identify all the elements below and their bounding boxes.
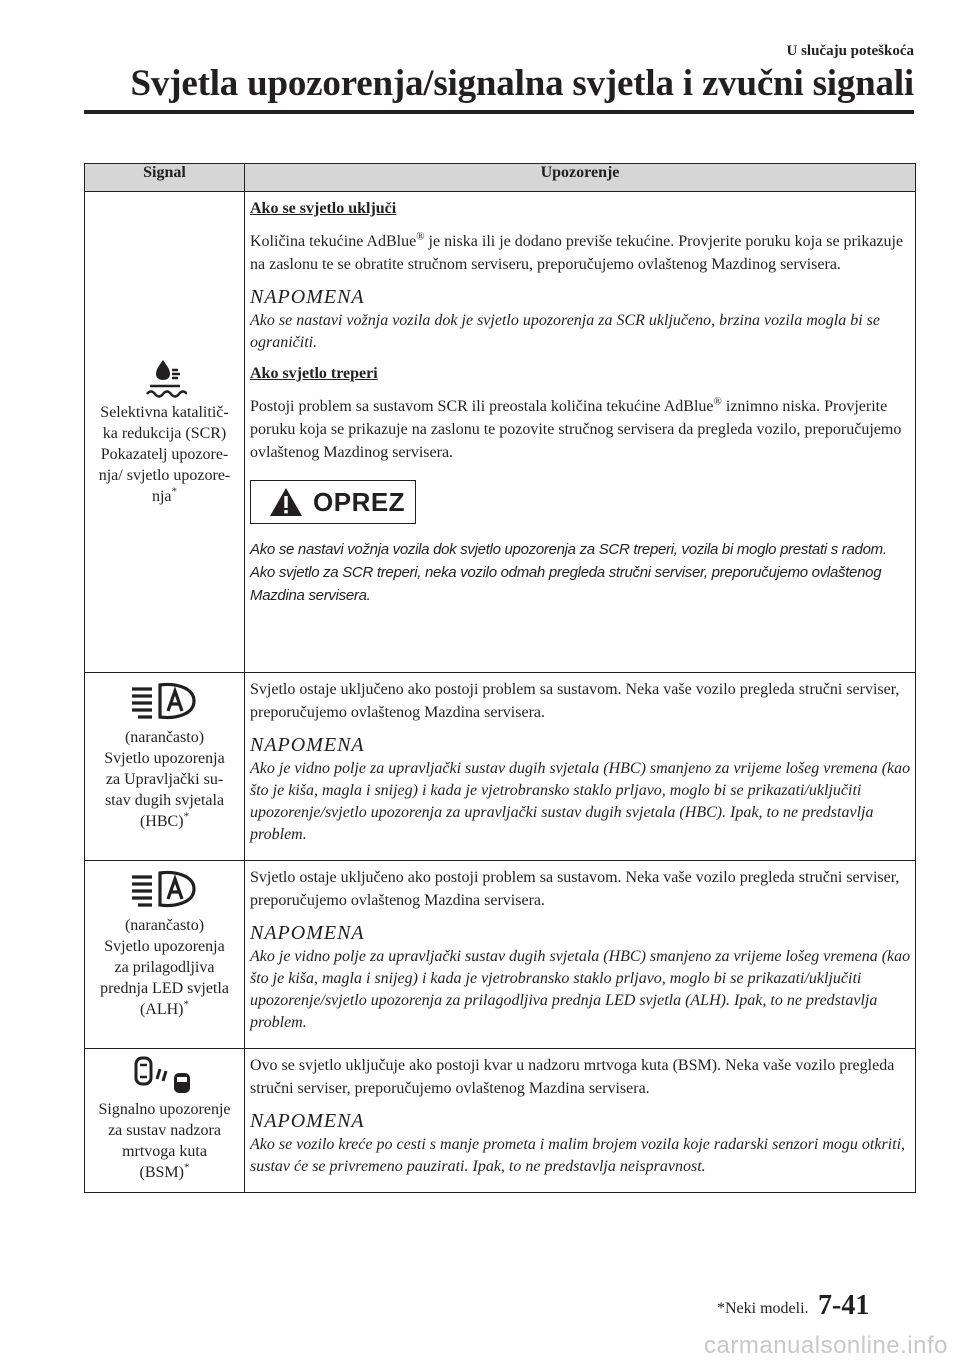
signal-line: za prilagodljiva xyxy=(114,959,215,976)
title-divider xyxy=(84,110,914,114)
caution-box xyxy=(250,480,416,524)
signal-cell xyxy=(85,861,245,1049)
adaptive-led-headlight-icon xyxy=(130,867,200,911)
signal-line: (BSM)* xyxy=(139,1161,190,1181)
caution-label: OPREZ xyxy=(313,486,406,517)
table-header-row xyxy=(85,164,916,192)
warning-cell xyxy=(245,861,916,1049)
note-text: Ako je vidno polje za upravljački sustav dugih svjetala (HBC) smanjeno za vrijeme lošeg vremena (kao što je kiša, magla i snijeg) i kada je vjetrobransko staklo prljavo, moglo bi se prikazati/uključiti upozorenje/svjetlo upozorenja za upravljački sustav dugih svjetala (HBC). Ipak, to ne predstavlja problem. xyxy=(250,760,911,843)
signal-cell xyxy=(85,192,245,673)
body-text: Postoji problem sa sustavom SCR ili preostala količina tekućine AdBlue® iznimno niska. Provjerite poruku koja se prikazuje na zaslonu te pozovite stručnog servisera da pregleda vozilo, preporučujemo ovlaštenog Mazdinog servisera. xyxy=(250,395,902,461)
body-text: Količina tekućine AdBlue® je niska ili je dodano previše tekućine. Provjerite poruku koja se prikazuje na zaslonu te se obratite stručnom serviseru, preporučujemo ovlaštenog Mazdinog servisera. xyxy=(250,230,904,273)
signal-line: stav dugih svjetala xyxy=(104,792,225,809)
note-text: Ako je vidno polje za upravljački sustav dugih svjetala (HBC) smanjeno za vrijeme lošeg vremena (kao što je kiša, magla i snijeg) i kada je vjetrobransko staklo prljavo, moglo bi se prikazati/uključiti upozorenje/svjetlo upozorenja za prilagodljiva prednja LED svjetla (ALH). Ipak, to ne predstavlja problem. xyxy=(250,948,911,1031)
footnote-mark: * xyxy=(171,485,178,498)
signal-line: Svjetlo upozorenja xyxy=(104,938,225,955)
table-row xyxy=(85,673,916,861)
subheading-light-flashes: Ako svjetlo treperi xyxy=(250,365,378,382)
signal-line: Signalno upozorenje xyxy=(98,1101,231,1118)
signal-line: mrtvoga kuta xyxy=(122,1143,207,1160)
note-text: Ako se vozilo kreće po cesti s manje prometa i malim brojem vozila koje radarski senzori mogu otkriti, sustav će se privremeno pauzirati. Ipak, to ne predstavlja neispravnost. xyxy=(250,1136,906,1175)
blind-spot-monitoring-icon xyxy=(130,1055,200,1095)
footnote-mark: * xyxy=(183,810,190,823)
body-text: Svjetlo ostaje uključeno ako postoji problem sa sustavom. Neka vaše vozilo pregleda stručni serviser, preporučujemo ovlaštenog Mazdina servisera. xyxy=(250,869,900,909)
note-text: Ako se nastavi vožnja vozila dok je svjetlo upozorenja za SCR uključeno, brzina vozila mogla bi se ograničiti. xyxy=(250,312,880,351)
body-text: Ovo se svjetlo uključuje ako postoji kvar u nadzoru mrtvoga kuta (BSM). Neka vaše vozilo pregleda stručni serviser, preporučujemo ovlaštenog Mazdina servisera. xyxy=(250,1057,895,1097)
footnote-mark: * xyxy=(183,1161,190,1174)
auto-high-beam-icon xyxy=(130,679,200,723)
table-row xyxy=(85,861,916,1049)
signal-line: Pokazatelj upozore- xyxy=(100,445,229,463)
signal-cell xyxy=(85,1049,245,1193)
signal-line: za Upravljački su- xyxy=(105,771,224,788)
warning-triangle-icon xyxy=(269,487,303,517)
warning-lights-table xyxy=(84,163,916,1193)
table-row xyxy=(85,1049,916,1193)
note-heading: NAPOMENA xyxy=(250,1110,365,1132)
footnote-mark: * xyxy=(183,998,190,1011)
signal-line: (narančasto) xyxy=(124,917,205,934)
signal-line: (HBC)* xyxy=(139,810,190,830)
note-heading: NAPOMENA xyxy=(250,286,365,308)
column-header-signal: Signal xyxy=(85,164,245,192)
note-heading: NAPOMENA xyxy=(250,734,365,756)
signal-line: Svjetlo upozorenja xyxy=(104,750,225,767)
signal-line: Selektivna katalitič- xyxy=(100,403,229,421)
warning-cell xyxy=(245,673,916,861)
scr-adblue-warning-icon xyxy=(143,356,187,398)
signal-line: (narančasto) xyxy=(124,729,205,746)
note-heading: NAPOMENA xyxy=(250,922,365,944)
signal-line: nja/ svjetlo upozore- xyxy=(98,466,231,484)
page-number: 7-41 xyxy=(818,1290,870,1321)
signal-line: prednja LED svjetla xyxy=(100,980,229,997)
footnote: *Neki modeli. xyxy=(717,1300,809,1317)
page-title: Svjetla upozorenja/signalna svjetla i zvučni signali xyxy=(130,63,914,104)
table-row xyxy=(85,192,916,673)
signal-line: za sustav nadzora xyxy=(108,1122,221,1139)
signal-cell xyxy=(85,673,245,861)
signal-line: (ALH)* xyxy=(139,998,190,1018)
body-text: Svjetlo ostaje uključeno ako postoji problem sa sustavom. Neka vaše vozilo pregleda stručni serviser, preporučujemo ovlaštenog Mazdina servisera. xyxy=(250,681,900,721)
column-header-warning: Upozorenje xyxy=(245,164,916,192)
caution-text: Ako se nastavi vožnja vozila dok svjetlo upozorenja za SCR treperi, vozila bi moglo prestati s radom. Ako svjetlo za SCR treperi, neka vozilo odmah pregleda stručni serviser, preporučujemo ovlaštenog Mazdina servisera. xyxy=(250,541,887,604)
section-label: U slučaju poteškoća xyxy=(786,43,914,59)
signal-line: nja* xyxy=(151,485,178,505)
warning-cell xyxy=(245,1049,916,1193)
signal-line: ka redukcija (SCR) xyxy=(102,424,227,442)
warning-cell xyxy=(245,192,916,673)
watermark: carmanualsonline.info xyxy=(704,1332,948,1359)
subheading-light-on: Ako se svjetlo uključi xyxy=(250,200,397,217)
